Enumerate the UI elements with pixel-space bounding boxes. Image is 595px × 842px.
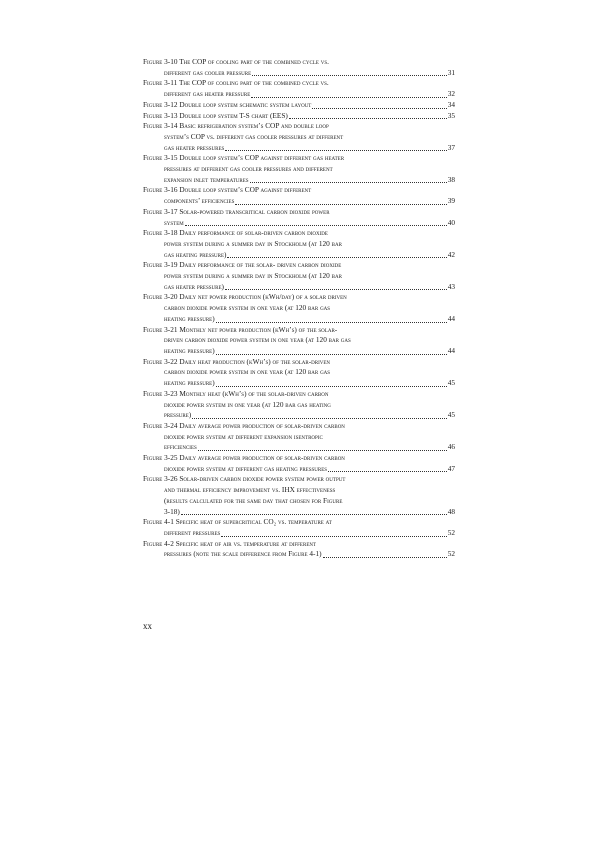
- toc-entry-text: Figure 4-1 Specific heat of supercritical CO₂ vs. temperature at: [143, 517, 332, 527]
- toc-entry-text: Figure 3-22 Daily heat production (kWh’s) of the solar-driven: [143, 356, 331, 366]
- toc-entry-text: Figure 3-15 Double loop system’s COP against different gas heater: [143, 153, 345, 163]
- dot-leader: [235, 204, 446, 205]
- toc-entry-continuation: [143, 400, 455, 411]
- dot-leader: [192, 418, 447, 419]
- toc-entry-text: (results calculated for the same day that chosen for Figure: [164, 495, 343, 505]
- toc-entry-continuation: [143, 335, 455, 346]
- toc-entry-continuation: [143, 175, 455, 186]
- toc-entry-page: 47: [447, 463, 455, 473]
- toc-entry[interactable]: [143, 78, 455, 99]
- toc-entry-line: [143, 389, 455, 400]
- toc-entry-text: Figure 3-26 Solar-driven carbon dioxide power system power output: [143, 474, 346, 484]
- toc-entry-text: different gas cooler pressure: [164, 67, 252, 77]
- toc-entry-line: [143, 228, 455, 239]
- toc-entry-text: Figure 3-10 The COP of cooling part of the combined cycle vs.: [143, 57, 329, 66]
- toc-entry-page: 45: [447, 410, 455, 420]
- toc-entry-line: [143, 100, 455, 111]
- toc-entry-continuation: [143, 68, 455, 79]
- toc-entry-text: Figure 3-12 Double loop system schematic system layout: [143, 99, 312, 109]
- toc-entry-page: 34: [447, 99, 455, 109]
- toc-entry[interactable]: [143, 517, 455, 538]
- toc-entry-text: power system during a summer day in Stockholm (at 120 bar: [164, 271, 342, 281]
- toc-entry-continuation: [143, 250, 455, 261]
- toc-entry-text: pressures at different gas cooler pressures and different: [164, 164, 333, 174]
- toc-entry[interactable]: [143, 228, 455, 260]
- toc-entry-text: Figure 3-19 Daily performance of the solar- driven carbon dioxide: [143, 260, 342, 270]
- toc-entry-text: Figure 3-25 Daily average power production of solar-driven carbon: [143, 453, 345, 463]
- dot-leader: [251, 97, 446, 98]
- toc-entry[interactable]: [143, 357, 455, 389]
- toc-entry-text: gas heater pressure): [164, 281, 224, 291]
- toc-entry-line: [143, 474, 455, 485]
- toc-entry-page: 31: [447, 67, 455, 77]
- toc-entry-continuation: [143, 282, 455, 293]
- toc-entry[interactable]: [143, 539, 455, 560]
- toc-entry-line: [143, 57, 455, 68]
- toc-entry[interactable]: [143, 121, 455, 153]
- toc-entry-continuation: [143, 485, 455, 496]
- toc-entry-page: 43: [447, 281, 455, 291]
- toc-entry-text: dioxide power system at different gas heating pressures: [164, 463, 328, 473]
- toc-entry-continuation: [143, 303, 455, 314]
- toc-entry-continuation: [143, 507, 455, 518]
- toc-entry[interactable]: [143, 292, 455, 324]
- dot-leader: [250, 182, 447, 183]
- toc-entry-continuation: [143, 442, 455, 453]
- toc-entry-text: Figure 3-21 Monthly net power production (kWh’s) of the solar-: [143, 324, 338, 334]
- toc-entry-continuation: [143, 367, 455, 378]
- toc-entry-continuation: [143, 528, 455, 539]
- toc-entry-continuation: [143, 464, 455, 475]
- toc-entry[interactable]: [143, 421, 455, 453]
- toc-entry-page: 40: [447, 217, 455, 227]
- toc-entry-continuation: [143, 314, 455, 325]
- dot-leader: [216, 386, 447, 387]
- toc-entry-line: [143, 121, 455, 132]
- toc-entry-text: components’ efficiencies: [164, 196, 235, 206]
- toc-entry-continuation: [143, 346, 455, 357]
- dot-leader: [185, 225, 447, 226]
- toc-entry-line: [143, 453, 455, 464]
- toc-entry-page: 35: [447, 110, 455, 120]
- toc-entry-text: Figure 4-2 Specific heat of air vs. temperature at different: [143, 538, 317, 548]
- toc-entry-line: [143, 153, 455, 164]
- toc-entry-continuation: [143, 218, 455, 229]
- toc-entry[interactable]: [143, 57, 455, 78]
- toc-entry-text: gas heating pressure): [164, 249, 227, 259]
- toc-entry[interactable]: [143, 474, 455, 517]
- toc-entry-continuation: [143, 432, 455, 443]
- dot-leader: [252, 75, 447, 76]
- toc-entry[interactable]: [143, 453, 455, 474]
- toc-entry[interactable]: [143, 153, 455, 185]
- dot-leader: [225, 150, 446, 151]
- toc-entry-line: [143, 185, 455, 196]
- toc-entry-text: system: [164, 217, 184, 227]
- toc-entry-text: different pressures: [164, 527, 221, 537]
- toc-entry-continuation: [143, 143, 455, 154]
- toc-entry-text: heating pressure): [164, 378, 215, 388]
- toc-entry-page: 39: [447, 196, 455, 206]
- toc-entry-page: 52: [447, 527, 455, 537]
- dot-leader: [289, 118, 447, 119]
- toc-entry-text: Figure 3-13 Double loop system T-S chart (EES): [143, 110, 288, 120]
- toc-entry-text: Figure 3-11 The COP of cooling part of the combined cycle vs.: [143, 78, 329, 88]
- toc-entry-page: 52: [447, 549, 455, 559]
- dot-leader: [216, 354, 447, 355]
- toc-entry-continuation: [143, 196, 455, 207]
- toc-entry-continuation: [143, 410, 455, 421]
- toc-entry-text: and thermal efficiency improvement vs. IHX effectiveness: [164, 485, 336, 495]
- toc-entry-line: [143, 325, 455, 336]
- toc-entry-line: [143, 357, 455, 368]
- toc-entry-text: Figure 3-18 Daily performance of solar-driven carbon dioxide: [143, 228, 328, 238]
- dot-leader: [312, 108, 446, 109]
- toc-entry-continuation: [143, 239, 455, 250]
- toc-entry[interactable]: [143, 185, 455, 206]
- toc-entry-line: [143, 111, 455, 122]
- toc-entry-page: 44: [447, 345, 455, 355]
- toc-entry-page: 46: [447, 442, 455, 452]
- toc-entry-text: dioxide power system at different expansion isentropic: [164, 431, 323, 441]
- dot-leader: [181, 514, 447, 515]
- toc-entry-line: [143, 260, 455, 271]
- toc-entry-continuation: [143, 89, 455, 100]
- toc-entry-text: carbon dioxide power system in one year (at 120 bar gas: [164, 303, 331, 313]
- toc-entry-continuation: [143, 549, 455, 560]
- toc-entry-line: [143, 78, 455, 89]
- toc-entry-text: dioxide power system in one year (at 120 bar gas heating: [164, 399, 331, 409]
- toc-entry-text: different gas heater pressure: [164, 89, 251, 99]
- dot-leader: [328, 471, 447, 472]
- toc-entry-page: 48: [447, 506, 455, 516]
- toc-entry-page: 45: [447, 378, 455, 388]
- toc-entry-page: 44: [447, 313, 455, 323]
- toc-entry-text: system’s COP vs. different gas cooler pressures at different: [164, 131, 344, 141]
- toc-entry-text: driven carbon dioxide power system in one year (at 120 bar gas: [164, 335, 351, 345]
- list-of-figures: [143, 57, 455, 560]
- page-number: xx: [143, 621, 152, 631]
- toc-entry-continuation: [143, 164, 455, 175]
- toc-entry-line: [143, 292, 455, 303]
- toc-entry-continuation: [143, 378, 455, 389]
- toc-entry[interactable]: [143, 100, 455, 111]
- toc-entry-continuation: [143, 496, 455, 507]
- toc-entry-text: expansion inlet temperatures: [164, 174, 249, 184]
- toc-entry-text: Figure 3-24 Daily average power production of solar-driven carbon: [143, 420, 345, 430]
- toc-entry-continuation: [143, 271, 455, 282]
- toc-entry-text: Figure 3-23 Monthly heat (kWh’s) of the solar-driven carbon: [143, 388, 329, 398]
- toc-entry[interactable]: [143, 207, 455, 228]
- toc-entry-text: heating pressure): [164, 313, 215, 323]
- toc-entry-line: [143, 517, 455, 528]
- toc-entry-line: [143, 207, 455, 218]
- toc-entry-text: Figure 3-14 Basic refrigeration system’s COP and double loop: [143, 121, 329, 131]
- toc-entry-text: carbon dioxide power system in one year (at 120 bar gas: [164, 367, 331, 377]
- toc-entry[interactable]: [143, 111, 455, 122]
- toc-entry[interactable]: [143, 389, 455, 421]
- toc-entry-page: 38: [447, 174, 455, 184]
- dot-leader: [323, 557, 447, 558]
- toc-entry-text: Figure 3-16 Double loop system’s COP against different: [143, 185, 312, 195]
- toc-entry-text: power system during a summer day in Stockholm (at 120 bar: [164, 238, 342, 248]
- toc-entry[interactable]: [143, 260, 455, 292]
- toc-entry-text: pressure): [164, 410, 192, 420]
- toc-entry-text: heating pressure): [164, 345, 215, 355]
- toc-entry-text: gas heater pressures: [164, 142, 225, 152]
- toc-entry[interactable]: [143, 325, 455, 357]
- toc-entry-line: [143, 421, 455, 432]
- toc-entry-page: 42: [447, 249, 455, 259]
- dot-leader: [216, 322, 447, 323]
- toc-entry-text: Figure 3-20 Daily net power production (kWh/day) of a solar driven: [143, 292, 347, 302]
- toc-entry-page: 37: [447, 142, 455, 152]
- dot-leader: [198, 450, 447, 451]
- toc-entry-text: efficiencies: [164, 442, 197, 452]
- toc-entry-page: 32: [447, 89, 455, 99]
- dot-leader: [225, 289, 447, 290]
- toc-entry-text: Figure 3-17 Solar-powered transcritical carbon dioxide power: [143, 206, 330, 216]
- dot-leader: [221, 536, 446, 537]
- toc-entry-continuation: [143, 132, 455, 143]
- toc-entry-text: 3-18): [164, 506, 180, 516]
- toc-entry-line: [143, 539, 455, 550]
- toc-entry-text: pressures (note the scale difference from Figure 4-1): [164, 549, 322, 559]
- dot-leader: [227, 257, 446, 258]
